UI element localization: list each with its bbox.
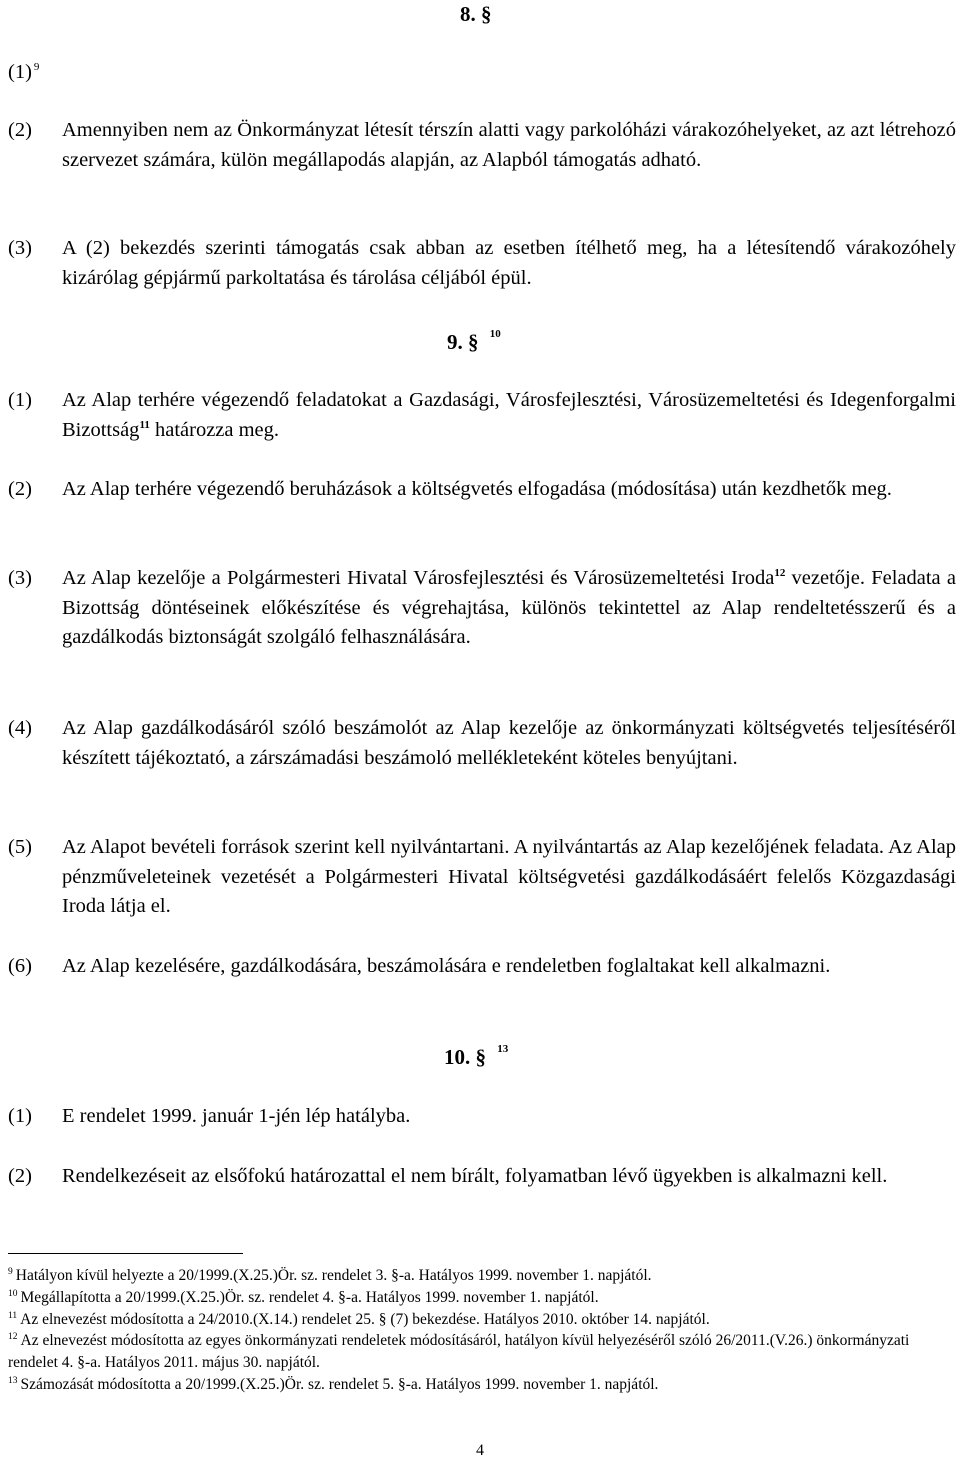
footnote-number: 13 — [8, 1375, 18, 1386]
paragraph-text: Az Alap terhére végezendő feladatokat a Gazdasági, Városfejlesztési, Városüzemeltetési és Idegenforgalmi Bizottság — [62, 389, 956, 441]
paragraph-number: (3) — [8, 567, 32, 589]
footnote-text: Számozását módosította a 20/1999.(X.25.)Ör. sz. rendelet 5. §-a. Hatályos 1999. november 1. napjától. — [20, 1375, 659, 1393]
footnote-10 — [8, 1287, 956, 1309]
section-number: 9. — [447, 330, 463, 354]
paragraph-text: Az Alapot bevételi források szerint kell nyilvántartani. A nyilvántartás az Alap kezelőjének feladata. Az Alap pénzműveleteinek vezetését a Polgármesteri Hivatal költségvetési gazdálkodásáért felelős Közgazdasági Iroda látja el. — [62, 836, 956, 918]
paragraph-number: (2) — [8, 478, 32, 500]
paragraph-number: (4) — [8, 717, 32, 739]
paragraph-number: (2) — [8, 1165, 32, 1187]
paragraph-text-end: határozza meg. — [149, 418, 280, 441]
footnote-text: Az elnevezést módosította az egyes önkormányzati rendeletek módosításáról, hatályon kívül helyezéséről szóló 26/2011.(V.26.) önkormányzati rendelet 4. §-a. Hatályos 2011. május 30. napjától. — [8, 1332, 910, 1372]
footnote-number: 9 — [8, 1267, 13, 1277]
paragraph-number: (3) — [8, 237, 32, 259]
footnote-12 — [8, 1330, 956, 1374]
paragraph-number: (1) — [8, 389, 32, 411]
footnote-number: 11 — [8, 1310, 18, 1321]
footnote-text: Megállapította a 20/1999.(X.25.)Ör. sz. rendelet 4. §-a. Hatályos 1999. november 1. napjától. — [20, 1288, 599, 1306]
paragraph-text: A (2) bekezdés szerinti támogatás csak abban az esetben ítélhető meg, ha a létesítendő várakozóhely kizárólag gépjármű parkoltatása és tárolása céljából épül. — [62, 237, 956, 289]
paragraph-text: Az Alap kezelésére, gazdálkodására, beszámolására e rendeletben foglaltakat kell alkalmazni. — [62, 955, 831, 977]
section-9-heading — [447, 330, 501, 355]
footnote-ref-12[interactable]: 12 — [774, 567, 786, 579]
paragraph-number: (1) — [8, 1105, 32, 1127]
s9-paragraph-5 — [8, 833, 956, 922]
section-symbol: § — [481, 2, 492, 26]
page-number: 4 — [476, 1442, 484, 1459]
section-symbol: § — [468, 330, 479, 354]
paragraph-text: Amennyiben nem az Önkormányzat létesít térszín alatti vagy parkolóházi várakozóhelyeket, az azt létrehozó szervezet számára, külön megállapodás alapján, az Alapból támogatás adható. — [62, 119, 956, 171]
s9-paragraph-2 — [8, 475, 956, 505]
footnote-ref-9[interactable]: 9 — [33, 61, 40, 73]
footnote-ref-13[interactable]: 13 — [497, 1043, 509, 1055]
s8-paragraph-2 — [8, 116, 956, 175]
s8-paragraph-1 — [8, 58, 956, 88]
footnote-text: Hatályon kívül helyezte a 20/1999.(X.25.)Ör. sz. rendelet 3. §-a. Hatályos 1999. november 1. napjától. — [15, 1267, 652, 1284]
footnote-number: 12 — [8, 1332, 18, 1343]
s9-paragraph-3 — [8, 564, 956, 653]
paragraph-text-end: vezetője. Feladata a Bizottság döntéseinek előkészítése és végrehajtása, különös tekintettel az Alap rendeltetésszerű és a gazdálkodás biztonságát szolgáló felhasználására. — [62, 567, 956, 649]
paragraph-text: Rendelkezéseit az elsőfokú határozattal el nem bírált, folyamatban lévő ügyekben is alkalmazni kell. — [62, 1165, 888, 1187]
footnote-text: Az elnevezést módosította a 24/2010.(X.14.) rendelet 25. § (7) bekezdése. Hatályos 2010. október 14. napjától. — [20, 1310, 710, 1328]
footnote-11 — [8, 1309, 956, 1331]
paragraph-text: Az Alap terhére végezendő beruházások a költségvetés elfogadása (módosítása) után kezdhetők meg. — [62, 478, 892, 500]
paragraph-number: (5) — [8, 836, 32, 858]
section-number: 8. — [460, 2, 476, 26]
paragraph-number: (6) — [8, 955, 32, 977]
s10-paragraph-1 — [8, 1102, 956, 1132]
section-symbol: § — [475, 1045, 486, 1069]
section-number: 10. — [444, 1045, 471, 1069]
footnote-9 — [8, 1265, 956, 1287]
footnote-number: 10 — [8, 1288, 18, 1299]
s9-paragraph-4 — [8, 714, 956, 773]
footnote-ref-11[interactable]: 11 — [139, 418, 150, 431]
paragraph-text: Az Alap kezelője a Polgármesteri Hivatal Városfejlesztési és Városüzemeltetési Iroda — [62, 567, 775, 589]
s9-paragraph-6 — [8, 952, 956, 982]
s8-paragraph-3 — [8, 234, 956, 293]
paragraph-text: Az Alap gazdálkodásáról szóló beszámolót az Alap kezelője az önkormányzati költségvetés teljesítéséről készített tájékoztató, a zárszámadási beszámoló mellékleteként köteles benyújtani. — [62, 717, 956, 769]
paragraph-number: (1) $^9$ — [8, 61, 40, 83]
footnotes — [8, 1265, 956, 1396]
section-8-heading — [460, 2, 492, 27]
s9-paragraph-1 — [8, 386, 956, 445]
s10-paragraph-2 — [8, 1162, 956, 1192]
paragraph-text: E rendelet 1999. január 1-jén lép hatályba. — [62, 1105, 411, 1127]
section-10-heading — [444, 1045, 508, 1070]
paragraph-number: (2) — [8, 119, 32, 141]
footnote-ref-10[interactable]: 10 — [489, 328, 501, 340]
footnote-13 — [8, 1374, 956, 1396]
footnote-divider — [8, 1253, 243, 1254]
